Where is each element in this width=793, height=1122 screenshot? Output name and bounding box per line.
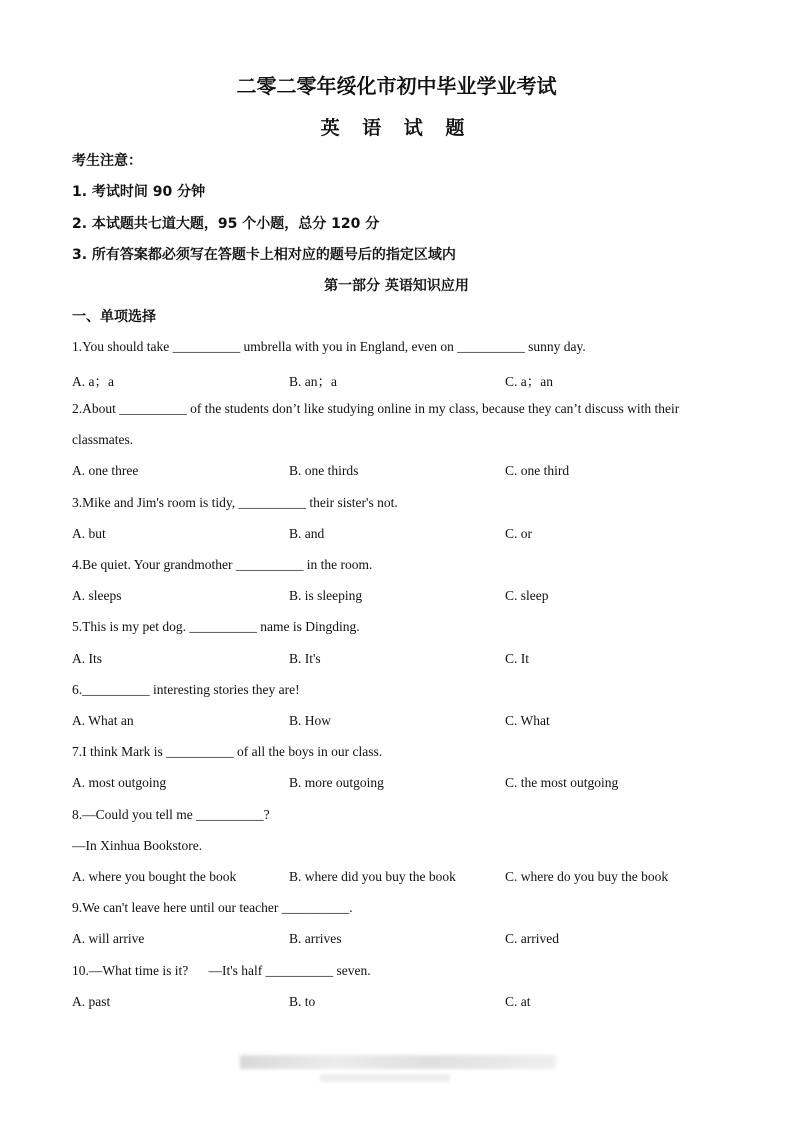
notice-item: 3. 所有答案都必须写在答题卡上相对应的题号后的指定区域内 [72, 247, 456, 263]
option-c: C. sleep [505, 588, 549, 603]
option-a: A. sleeps [72, 588, 122, 603]
option-c: C. the most outgoing [505, 775, 619, 790]
option-a: A. What an [72, 713, 134, 728]
option-b: B. where did you buy the book [289, 869, 456, 884]
question-stem: 2.About __________ of the students don’t like studying online in my class, because they can’t discuss with their [72, 401, 680, 416]
option-b: B. arrives [289, 931, 342, 946]
notice-item: 1. 考试时间 90 分钟 [72, 184, 206, 200]
option-b: B. is sleeping [289, 588, 363, 603]
option-a: A. most outgoing [72, 775, 167, 790]
blurred-footer-watermark [240, 1055, 556, 1069]
option-a: A. one three [72, 463, 139, 478]
question-stem: 10.—What time is it? —It's half __________ seven. [72, 963, 371, 978]
option-a: A. Its [72, 651, 102, 666]
notice-item: 2. 本试题共七道大题，95 个小题，总分 120 分 [72, 216, 380, 232]
exam-title: 二零二零年绥化市初中毕业学业考试 [236, 74, 557, 98]
blurred-footer-watermark-line [320, 1074, 450, 1082]
question-stem: 6.__________ interesting stories they are! [72, 682, 300, 697]
option-b: B. an；a [289, 374, 337, 389]
option-c: C. at [505, 994, 531, 1009]
question-stem: 7.I think Mark is __________ of all the boys in our class. [72, 744, 383, 759]
question-stem: 4.Be quiet. Your grandmother __________ in the room. [72, 557, 373, 572]
option-b: B. to [289, 994, 316, 1009]
option-c: C. What [505, 713, 550, 728]
question-stem: 8.—Could you tell me __________? [72, 807, 270, 822]
option-c: C. where do you buy the book [505, 869, 669, 884]
question-stem: 5.This is my pet dog. __________ name is Dingding. [72, 619, 360, 634]
question-stem: 9.We can't leave here until our teacher __________. [72, 900, 353, 915]
option-a: A. past [72, 994, 111, 1009]
section-title: 一、单项选择 [72, 309, 156, 325]
option-a: A. where you bought the book [72, 869, 237, 884]
option-c: C. a；an [505, 374, 553, 389]
option-c: C. or [505, 526, 532, 541]
option-c: C. one third [505, 463, 570, 478]
question-stem: 3.Mike and Jim's room is tidy, __________ their sister's not. [72, 495, 398, 510]
option-b: B. one thirds [289, 463, 359, 478]
option-b: B. more outgoing [289, 775, 384, 790]
option-b: B. How [289, 713, 332, 728]
notice-heading: 考生注意： [72, 153, 142, 169]
question-stem-continued: classmates. [72, 432, 134, 447]
option-c: C. arrived [505, 931, 559, 946]
part-title: 第一部分 英语知识应用 [324, 278, 469, 294]
exam-subtitle: 英 语 试 题 [320, 117, 473, 139]
question-stem-continued: —In Xinhua Bookstore. [72, 838, 203, 853]
option-c: C. It [505, 651, 530, 666]
option-b: B. and [289, 526, 325, 541]
option-b: B. It's [289, 651, 321, 666]
option-a: A. but [72, 526, 106, 541]
question-stem: 1.You should take __________ umbrella with you in England, even on __________ sunny day. [72, 339, 586, 354]
option-a: A. will arrive [72, 931, 145, 946]
option-a: A. a；a [72, 374, 114, 389]
